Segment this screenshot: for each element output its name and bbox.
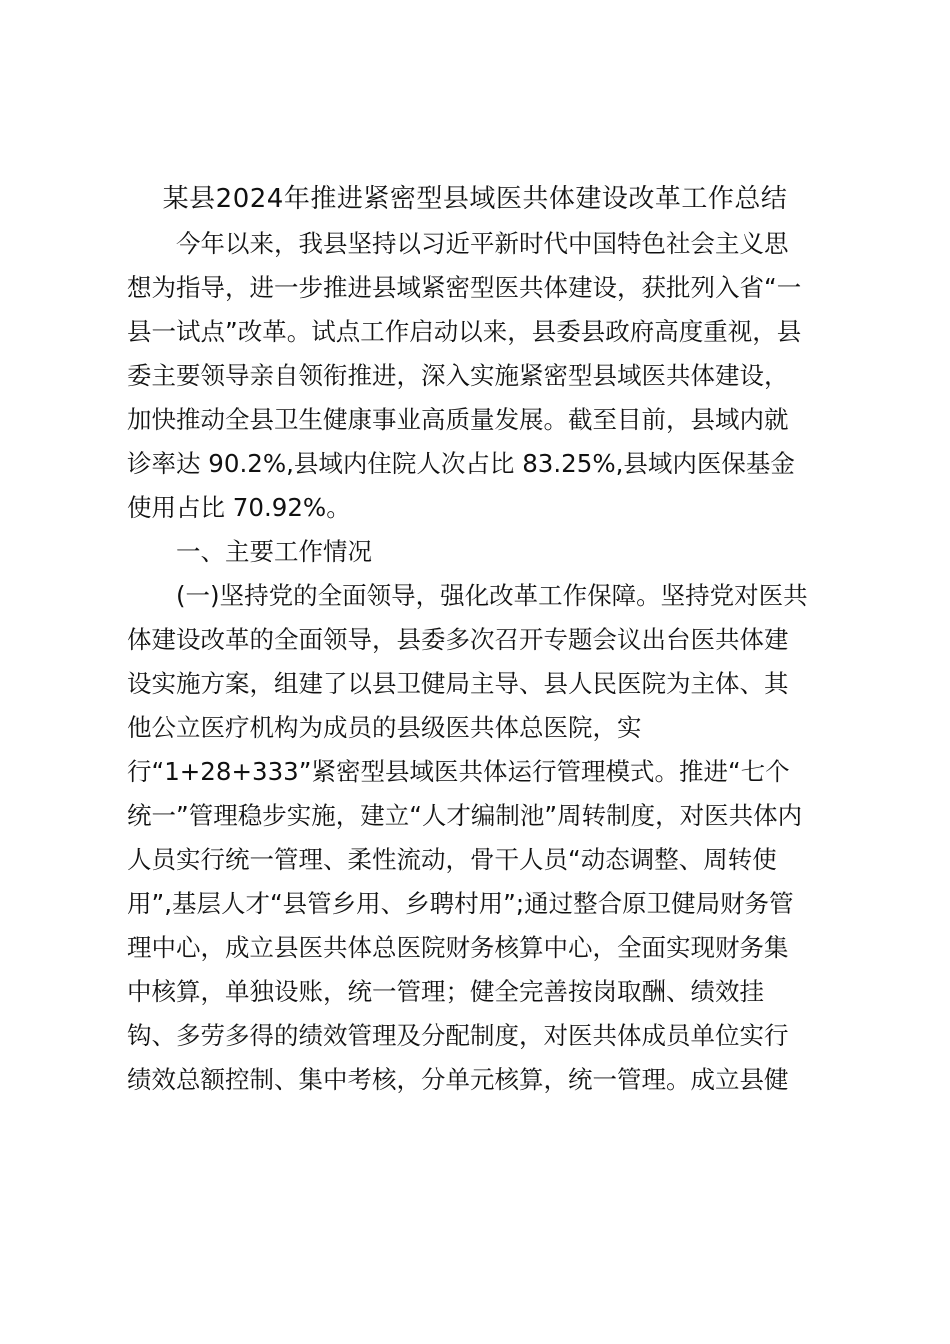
paragraph-body-line: 绩效总额控制、集中考核，分单元核算，统一管理。成立县健 bbox=[127, 1065, 789, 1094]
paragraph-body-line: 人员实行统一管理、柔性流动，骨干人员“动态调整、周转使 bbox=[127, 845, 777, 874]
paragraph-body-line: 行“1+28+333”紧密型县域医共体运行管理模式。推进“七个 bbox=[127, 757, 790, 786]
paragraph-body-line: 他公立医疗机构为成员的县级医共体总医院，实 bbox=[127, 713, 642, 742]
paragraph-intro-line: 县一试点”改革。试点工作启动以来，县委县政府高度重视，县 bbox=[127, 317, 802, 346]
paragraph-intro-line: 委主要领导亲自领衔推进，深入实施紧密型县域医共体建设， bbox=[127, 361, 789, 390]
paragraph-intro-line: 加快推动全县卫生健康事业高质量发展。截至目前，县域内就 bbox=[127, 405, 789, 434]
paragraph-body-line: (一)坚持党的全面领导，强化改革工作保障。坚持党对医共 bbox=[176, 581, 808, 610]
paragraph-body-line: 钩、多劳多得的绩效管理及分配制度，对医共体成员单位实行 bbox=[127, 1021, 789, 1050]
paragraph-body-line: 中核算，单独设账，统一管理；健全完善按岗取酬、绩效挂 bbox=[127, 977, 764, 1006]
paragraph-intro-line: 想为指导，进一步推进县域紧密型医共体建设，获批列入省“一 bbox=[127, 273, 802, 302]
paragraph-body-line: 理中心，成立县医共体总医院财务核算中心，全面实现财务集 bbox=[127, 933, 789, 962]
paragraph-body-line: 设实施方案，组建了以县卫健局主导、县人民医院为主体、其 bbox=[127, 669, 789, 698]
paragraph-intro-line: 诊率达 90.2%,县域内住院人次占比 83.25%,县域内医保基金 bbox=[127, 449, 795, 478]
document-title: 某县2024年推进紧密型县域医共体建设改革工作总结 bbox=[162, 184, 788, 214]
section-heading: 一、主要工作情况 bbox=[176, 537, 372, 566]
paragraph-body-line: 用”,基层人才“县管乡用、乡聘村用”;通过整合原卫健局财务管 bbox=[127, 889, 794, 918]
paragraph-body-line: 统一”管理稳步实施，建立“人才编制池”周转制度，对医共体内 bbox=[127, 801, 803, 830]
paragraph-intro-line: 今年以来，我县坚持以习近平新时代中国特色社会主义思 bbox=[176, 229, 789, 258]
paragraph-body-line: 体建设改革的全面领导，县委多次召开专题会议出台医共体建 bbox=[127, 625, 789, 654]
paragraph-intro-line: 使用占比 70.92%。 bbox=[127, 493, 351, 522]
